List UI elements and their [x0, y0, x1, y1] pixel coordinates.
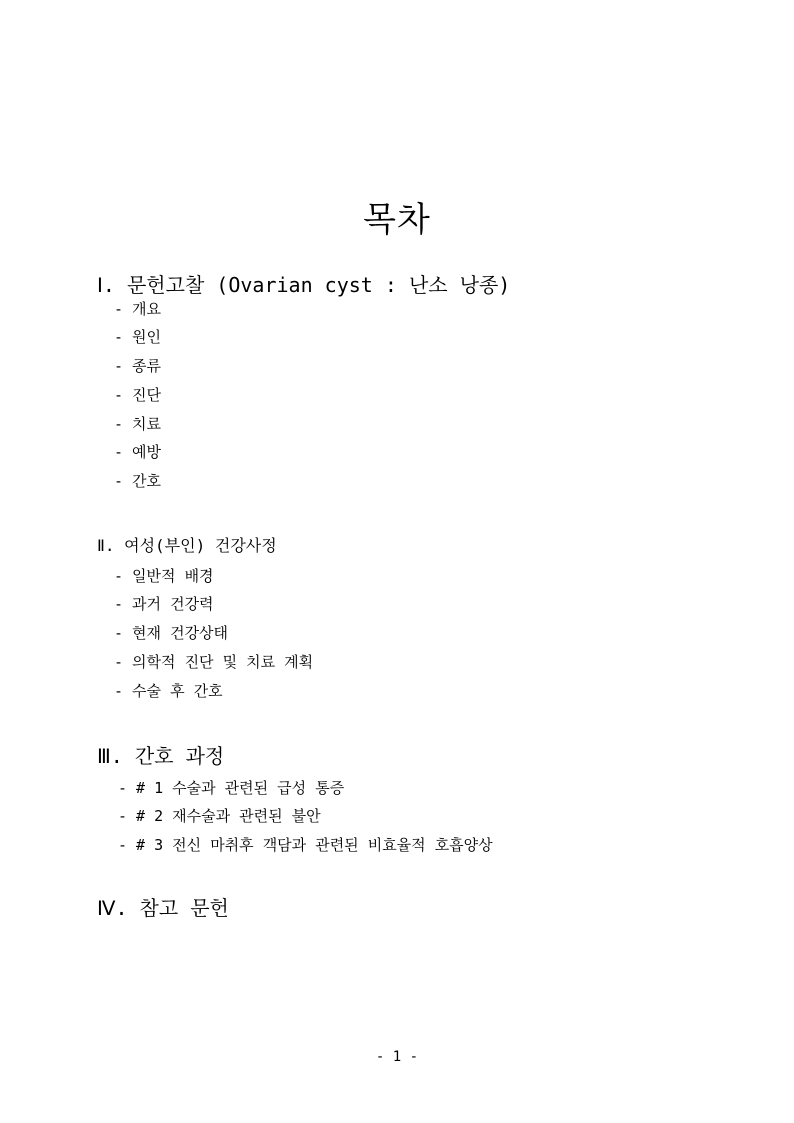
toc-title: 목차: [363, 200, 431, 240]
section-3-item-diagnosis-3: - # 3 전신 마취후 객담과 관련된 비효율적 호흡양상: [118, 836, 493, 854]
section-1-heading: Ⅰ. 문헌고찰 (Ovarian cyst : 난소 낭종): [97, 273, 511, 297]
section-2-item-past-history: - 과거 건강력: [114, 595, 214, 613]
section-1-item-treatment: - 치료: [114, 415, 162, 433]
section-1-item-types: - 종류: [114, 357, 162, 375]
section-1-item-prevention: - 예방: [114, 443, 162, 461]
section-4-heading: Ⅳ. 참고 문헌: [97, 896, 229, 920]
page-number: - 1 -: [375, 1049, 419, 1065]
section-3-heading: Ⅲ. 간호 과정: [97, 744, 225, 768]
section-3-item-diagnosis-1: - # 1 수술과 관련된 급성 통증: [118, 779, 345, 797]
section-1-item-overview: - 개요: [114, 300, 162, 318]
section-2-item-current-status: - 현재 건강상태: [114, 624, 229, 642]
section-2-item-background: - 일반적 배경: [114, 567, 214, 585]
section-2-heading: Ⅱ. 여성(부인) 건강사정: [97, 536, 277, 555]
section-2-item-medical-plan: - 의학적 진단 및 치료 계획: [114, 653, 314, 671]
section-1-item-diagnosis: - 진단: [114, 386, 162, 404]
section-3-item-diagnosis-2: - # 2 재수술과 관련된 불안: [118, 807, 321, 825]
section-2-item-postop-care: - 수술 후 간호: [114, 682, 223, 700]
section-1-item-cause: - 원인: [114, 328, 162, 346]
section-1-item-nursing: - 간호: [114, 472, 162, 490]
